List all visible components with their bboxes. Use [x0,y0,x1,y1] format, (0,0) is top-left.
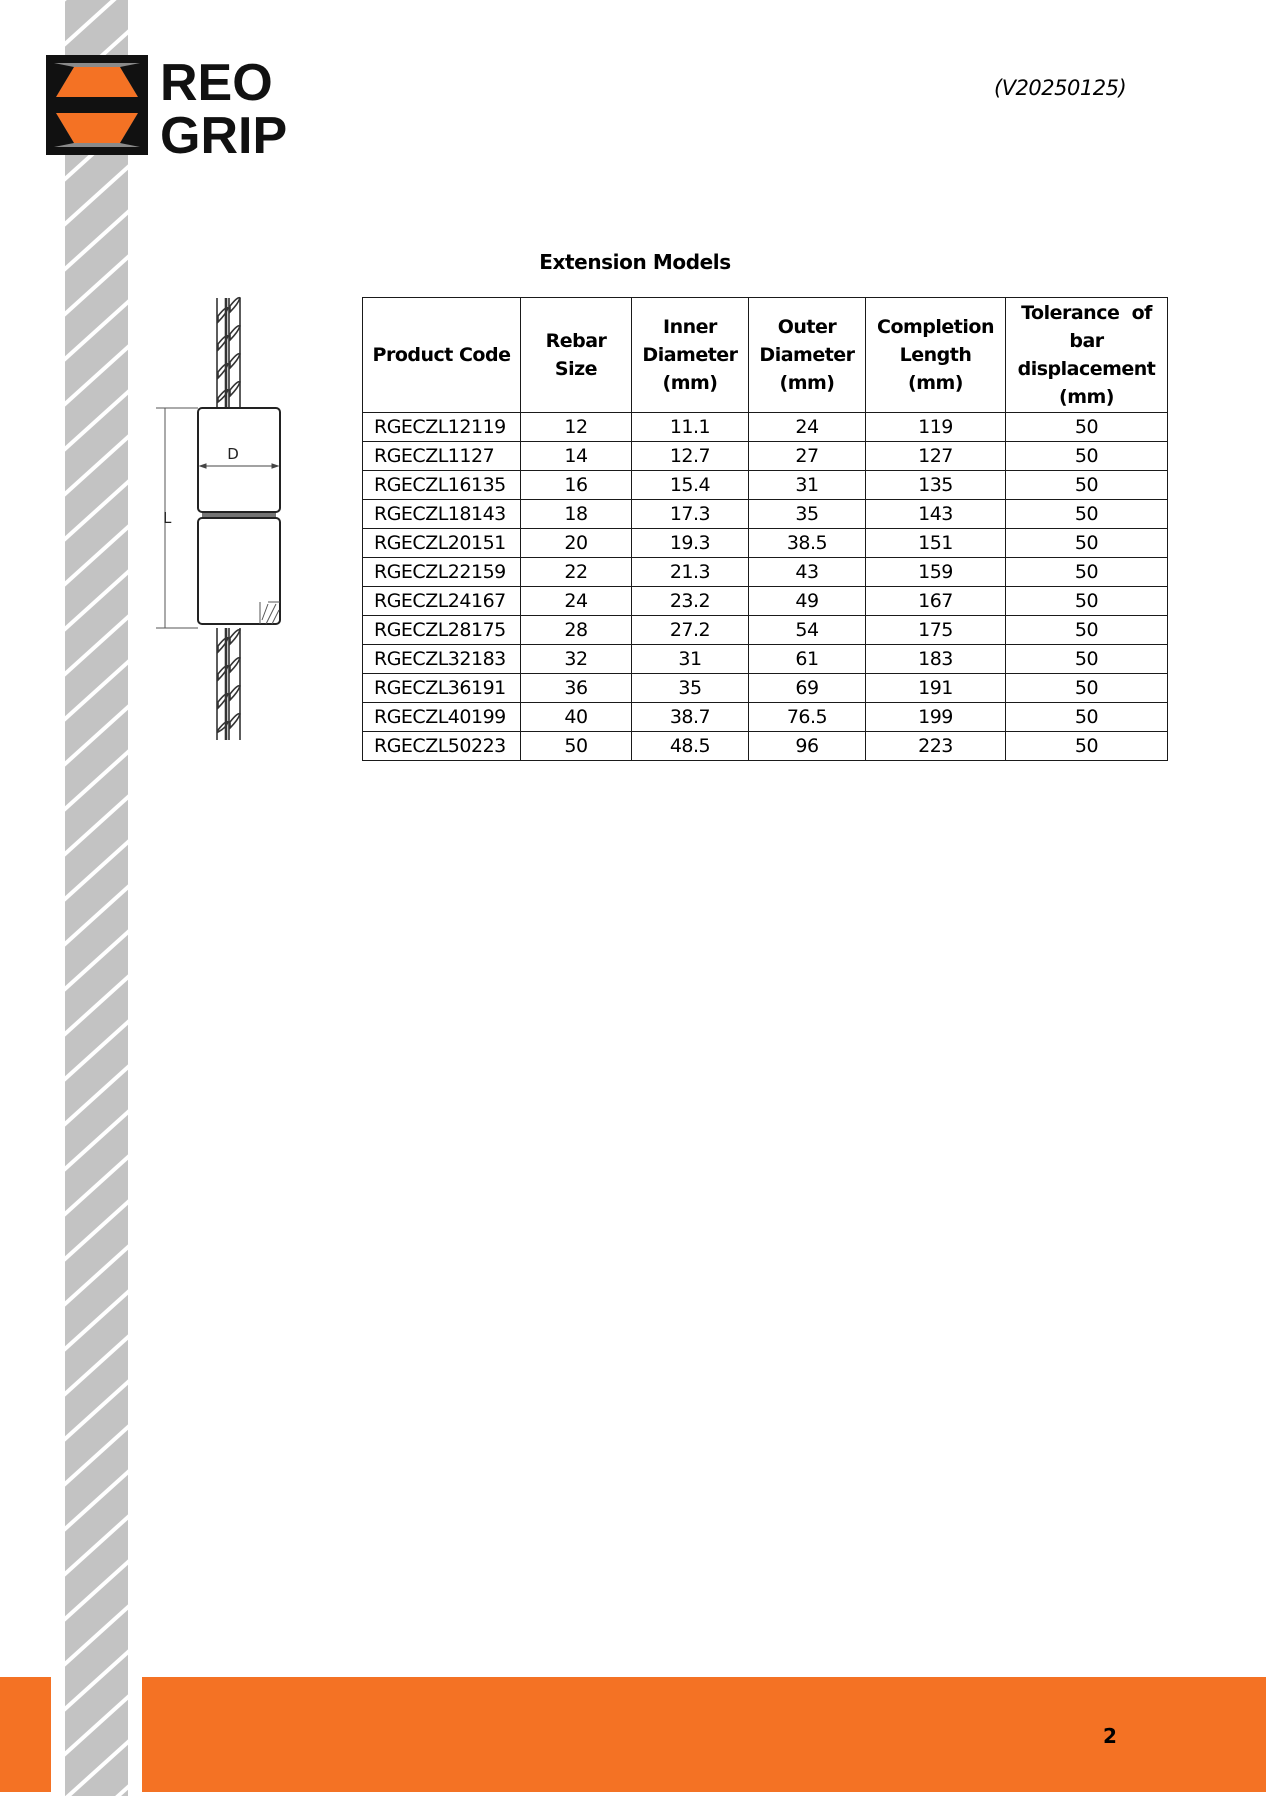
page-number: 2 [1103,1724,1117,1748]
header-inner-diameter: Inner Diameter (mm) [632,298,749,413]
header-completion-length: Completion Length (mm) [866,298,1006,413]
table-header-row [363,298,1168,413]
table-row: RGECZL24167 24 23.2 49 167 50 [363,587,1168,616]
table-row: RGECZL40199 40 38.7 76.5 199 50 [363,703,1168,732]
table-row: RGECZL50223 50 48.5 96 223 50 [363,732,1168,761]
svg-text:GRIP: GRIP [160,107,286,157]
footer-band-right [142,1677,1266,1792]
coupler-sleeve-icon [198,408,280,624]
table-row: RGECZL32183 32 31 61 183 50 [363,645,1168,674]
table-row: RGECZL22159 22 21.3 43 159 50 [363,558,1168,587]
rebar-bottom-icon [217,628,240,740]
document-version: (V20250125) [994,76,1127,100]
section-title: Extension Models [539,250,731,274]
table-row: RGECZL12119 12 11.1 24 119 50 [363,413,1168,442]
table-row: RGECZL16135 16 15.4 31 135 50 [363,471,1168,500]
table-row: RGECZL36191 36 35 69 191 50 [363,674,1168,703]
footer-band-left [0,1677,51,1792]
header-product-code: Product Code [363,298,521,413]
coupler-diagram [150,294,290,744]
header-outer-diameter: Outer Diameter (mm) [749,298,866,413]
diameter-label: D [227,445,239,463]
decorative-stripe-bar [65,0,128,1796]
length-label: L [163,509,172,527]
svg-text:REO: REO [160,55,273,112]
header-rebar-size: Rebar Size [521,298,632,413]
table-row: RGECZL18143 18 17.3 35 143 50 [363,500,1168,529]
rebar-top-icon [217,298,240,408]
extension-models-table [362,297,1168,761]
hexagon-logo-icon [46,55,286,157]
reo-grip-logo [46,55,286,157]
table-row: RGECZL20151 20 19.3 38.5 151 50 [363,529,1168,558]
header-tolerance: Tolerance of bar displacement (mm) [1006,298,1168,413]
table-row: RGECZL28175 28 27.2 54 175 50 [363,616,1168,645]
table-row: RGECZL1127 14 12.7 27 127 50 [363,442,1168,471]
